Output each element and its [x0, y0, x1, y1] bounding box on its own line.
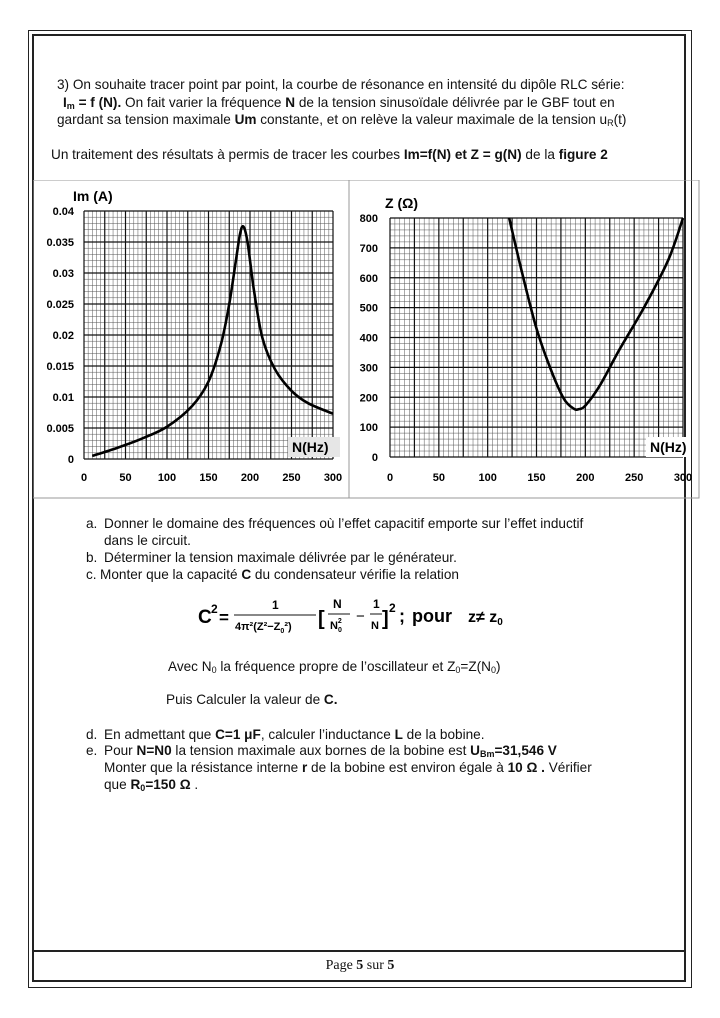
svg-text:;: ; [399, 606, 405, 626]
im-symbol: I [63, 95, 67, 110]
svg-text:N: N [371, 620, 379, 632]
chart2-ytick: 800 [359, 213, 378, 225]
chart2-xtick: 200 [576, 472, 595, 484]
question-b-label: b. [86, 550, 98, 565]
svg-text:=: = [219, 608, 229, 627]
chart2-ytick: 500 [359, 302, 378, 315]
chart1-ytick: 0.03 [52, 268, 74, 280]
question-d-text: En admettant que C=1 μF, calculer l’inductance L de la bobine. [104, 727, 485, 742]
chart2-ytick: 0 [371, 452, 378, 464]
formula-den1: $4\pi^2(Z^2-Z_0^2)$ [235, 621, 292, 635]
chart2-curve [509, 218, 683, 410]
intro-line-1: 3) On souhaite tracer point par point, la courbe de résonance en intensité du dipôle RLC série: [57, 77, 625, 92]
chart2-xtick: 100 [478, 472, 497, 484]
chart2-xtick: 50 [432, 472, 445, 484]
figure-2 [33, 180, 701, 500]
chart2-xtick: 0 [386, 472, 394, 484]
chart2-ytick: 300 [359, 362, 378, 375]
question-e-line1: Pour N=N0 la tension maximale aux bornes de la bobine est $U_{Bm}=31,546$ V [104, 743, 557, 759]
formula-lhs: C [198, 607, 212, 628]
chart-z-vs-n [360, 195, 693, 484]
chart1-ytick: 0.005 [46, 423, 74, 435]
svg-text:[: [ [318, 608, 325, 630]
svg-text:2: 2 [211, 602, 218, 616]
chart1-xtick: 250 [282, 472, 301, 484]
svg-text:]: ] [382, 608, 389, 630]
formula-num1: 1 [272, 598, 279, 612]
chart2-ytick: 700 [359, 242, 378, 255]
chart1-ytick: 0.025 [46, 299, 74, 311]
chart2-ytick: 600 [359, 272, 378, 285]
chart2-xtick: 250 [624, 472, 644, 484]
intro-line-4: Un traitement des résultats à permis de tracer les courbes Im=f(N) et Z = g(N) de la figure 2 [51, 147, 608, 162]
svg-text:1: 1 [373, 597, 380, 611]
svg-text:−: − [356, 608, 365, 625]
question-c-label: c. [86, 567, 97, 582]
chart1-xlabel: N(Hz) [292, 439, 329, 455]
question-c-text: Monter que la capacité C du condensateur vérifie la relation [100, 567, 459, 582]
question-e-line3: que $R_0=150$ Ω . [104, 777, 199, 793]
chart1-ytick: 0.04 [52, 206, 74, 218]
svg-text:N: N [333, 597, 342, 611]
chart1-ytick: 0.02 [52, 330, 74, 342]
chart1-ylabel: Im (A) [73, 188, 113, 204]
chart2-xtick: 300 [673, 472, 693, 484]
page-border-inner [32, 34, 686, 982]
intro-line-3: gardant sa tension maximale Um constante, et on relève la valeur maximale de la tension $u_R(t)$ [57, 112, 627, 128]
chart1-ytick: 0.035 [46, 237, 74, 249]
chart1-xtick: 150 [199, 472, 218, 484]
footer-divider [32, 950, 686, 952]
chart1-xtick: 50 [119, 472, 132, 484]
chart2-ytick: 400 [359, 332, 378, 345]
question-a-line2: dans le circuit. [104, 533, 191, 548]
chart1-ytick: 0 [67, 454, 74, 466]
svg-text:2: 2 [389, 601, 396, 615]
svg-text:pour: pour [412, 606, 452, 626]
chart2-xlabel: N(Hz) [650, 439, 687, 455]
chart1-ytick: 0.01 [52, 392, 74, 404]
chart1-ytick: 0.015 [46, 361, 74, 373]
chart1-xtick: 0 [80, 472, 88, 484]
chart2-xtick: 150 [527, 472, 546, 484]
question-d-label: d. [86, 727, 98, 742]
svg-text:N02: $N_02$ [330, 618, 342, 634]
chart-im-vs-n [46, 188, 342, 484]
question-a-label: a. [86, 516, 98, 531]
question-e-line2: Monter que la résistance interne r de la bobine est environ égale à 10 Ω . Vérifier [104, 760, 592, 775]
chart2-ytick: 200 [359, 392, 378, 405]
question-a-line1: Donner le domaine des fréquences où l’effet capacitif emporte sur l’effet inductif [104, 516, 584, 531]
chart2-ytick: 100 [359, 422, 378, 435]
question-e-label: e. [86, 743, 98, 758]
question-c-avec: Avec $N_0$ la fréquence propre de l’oscillateur et $Z_0=Z(N_0)$ [168, 659, 501, 675]
question-b-text: Déterminer la tension maximale délivrée par le générateur. [104, 550, 457, 565]
svg-text:z≠ z0: z≠ z0 [468, 609, 503, 628]
question-c-puis: Puis Calculer la valeur de C. [166, 692, 338, 707]
intro-line-2: $I_m = f$ (N). On fait varier la fréquence N de la tension sinusoïdale délivrée par le GBF tout en [63, 95, 615, 111]
chart1-xtick: 100 [157, 472, 177, 484]
page-footer: Page 5 sur 5 [325, 958, 395, 973]
chart1-xtick: 200 [240, 472, 260, 484]
chart1-xtick: 300 [323, 472, 343, 484]
formula-capacitance [196, 592, 536, 642]
chart2-ylabel: Z (Ω) [385, 195, 418, 211]
